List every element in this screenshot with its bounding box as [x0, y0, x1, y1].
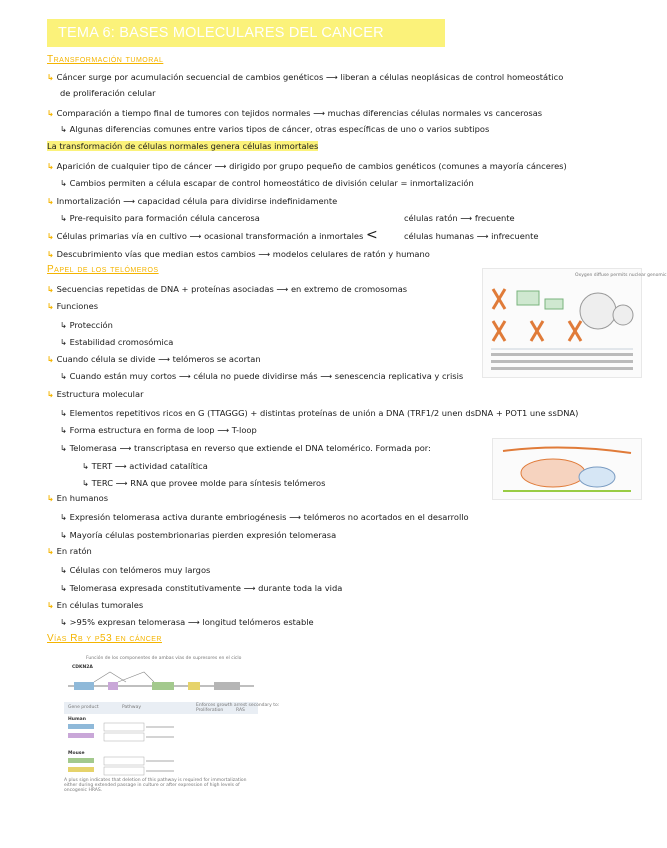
note-line: ↳ Telomerasa expresada constitutivamente ⟶ durante toda la vida	[60, 583, 343, 593]
note-line-highlight: La transformación de células normales genera células inmortales	[47, 141, 319, 151]
arrow-icon: ↳	[60, 408, 67, 418]
note-line: ↳ Elementos repetitivos ricos en G (TTAGGG) + distintas proteínas de unión a DNA (TRF1/2 unen dsDNA + POT1 une ssDNA)	[60, 408, 579, 418]
row-group-mouse: Mouse	[68, 751, 85, 756]
arrow-icon: ↳	[47, 161, 54, 171]
arrow-icon: ↳	[47, 546, 54, 556]
telomerase-figure	[492, 438, 642, 500]
note-line: ↳ Estabilidad cromosómica	[60, 337, 174, 347]
arrow-icon: ↳	[82, 478, 89, 488]
cdkn2a-locus-diagram	[64, 670, 258, 700]
arrow-icon: ↳	[60, 583, 67, 593]
note-line: ↳ Pre-requisito para formación célula cancerosa	[60, 213, 260, 223]
note-line: ↳ Inmortalización ⟶ capacidad célula para dividirse indefinidamente	[47, 196, 338, 206]
note-line: ↳ Comparación a tiempo final de tumores con tejidos normales ⟶ muchas diferencias células normales vs cancerosas	[47, 108, 543, 118]
arrow-icon: ↳	[60, 178, 67, 188]
note-line: ↳ Cambios permiten a célula escapar de control homeostático de división celular = inmortalización	[60, 178, 474, 188]
note-line: ↳ Cáncer surge por acumulación secuencial de cambios genéticos ⟶ liberan a células neoplásicas de control homeostático	[47, 72, 564, 82]
note-line: ↳ Células primarias vía en cultivo ⟶ ocasional transformación a inmortales <	[47, 227, 378, 243]
note-line: de proliferación celular	[60, 88, 156, 98]
table-header: Gene product Pathway Enforces growth arrest secondary to: Proliferation RAS	[64, 702, 258, 714]
note-line: ↳ Algunas diferencias comunes entre varios tipos de cáncer, otras específicas de uno o varios subtipos	[60, 124, 490, 134]
arrow-icon: ↳	[47, 249, 54, 259]
arrow-icon: ↳	[47, 108, 54, 118]
arrow-icon: ↳	[60, 320, 67, 330]
rb-p53-figure	[64, 656, 280, 794]
telomerase-diagram	[493, 439, 641, 499]
arrow-icon: ↳	[60, 124, 67, 134]
figure-heading: Función de los componentes de ambas vías de supresores en el ciclo	[86, 656, 242, 661]
arrow-icon: ↳	[47, 284, 54, 294]
arrow-icon: ↳	[60, 213, 67, 223]
telomere-diagram	[483, 269, 641, 377]
note-line: ↳ Estructura molecular	[47, 389, 144, 399]
arrow-icon: ↳	[60, 530, 67, 540]
arrow-icon: ↳	[47, 196, 54, 206]
arrow-icon: ↳	[47, 389, 54, 399]
arrow-icon: ↳	[47, 493, 54, 503]
figure-caption: Oxygen diffuse permits nuclear genomic	[575, 273, 667, 278]
arrow-icon: ↳	[60, 425, 67, 435]
arrow-icon: ↳	[60, 565, 67, 575]
section-heading-vias: Vías Rb y p53 en cáncer	[47, 633, 162, 644]
note-line: células ratón ⟶ frecuente	[404, 213, 515, 223]
figure-footnote: A plus sign indicates that deletion of this pathway is required for immortalization either during extended passage in culture or after expression of high levels of oncogenic HRAS.	[64, 778, 247, 793]
arrow-icon: ↳	[82, 461, 89, 471]
arrow-icon: ↳	[60, 337, 67, 347]
gene-label: CDKN2A	[72, 665, 93, 670]
note-line: ↳ Secuencias repetidas de DNA + proteínas asociadas ⟶ en extremo de cromosomas	[47, 284, 408, 294]
note-line: ↳ Mayoría células postembrionarias pierden expresión telomerasa	[60, 530, 337, 540]
note-line: ↳ En humanos	[47, 493, 109, 503]
note-line: ↳ Funciones	[47, 301, 99, 311]
note-line: ↳ En ratón	[47, 546, 92, 556]
arrow-icon: ↳	[47, 354, 54, 364]
arrow-icon: ↳	[60, 443, 67, 453]
note-line: ↳ TERT ⟶ actividad catalítica	[82, 461, 208, 471]
arrow-icon: ↳	[47, 231, 54, 241]
note-line: ↳ Telomerasa ⟶ transcriptasa en reverso que extiende el DNA telomérico. Formada por:	[60, 443, 431, 453]
arrow-icon: ↳	[47, 301, 54, 311]
page-title: TEMA 6: BASES MOLECULARES DEL CANCER	[58, 25, 384, 41]
note-line: ↳ Cuando célula se divide ⟶ telómeros se acortan	[47, 354, 261, 364]
note-line: ↳ Forma estructura en forma de loop ⟶ T-loop	[60, 425, 257, 435]
arrow-icon: ↳	[47, 72, 54, 82]
note-line: ↳ TERC ⟶ RNA que provee molde para síntesis telómeros	[82, 478, 326, 488]
brace-icon: <	[365, 227, 378, 243]
section-heading-transformacion: Transformación tumoral	[47, 54, 164, 65]
note-line: ↳ En células tumorales	[47, 600, 144, 610]
arrow-icon: ↳	[47, 600, 54, 610]
note-line: ↳ Cuando están muy cortos ⟶ célula no puede dividirse más ⟶ senescencia replicativa y crisis	[60, 371, 464, 381]
note-line: ↳ Expresión telomerasa activa durante embriogénesis ⟶ telómeros no acortados en el desarrollo	[60, 512, 469, 522]
note-line: ↳ Células con telómeros muy largos	[60, 565, 211, 575]
note-line: ↳ Descubrimiento vías que median estos cambios ⟶ modelos celulares de ratón y humano	[47, 249, 430, 259]
arrow-icon: ↳	[60, 371, 67, 381]
section-heading-telomeros: Papel de los telómeros	[47, 264, 159, 275]
arrow-icon: ↳	[60, 617, 67, 627]
arrow-icon: ↳	[60, 512, 67, 522]
telomere-figure	[482, 268, 667, 378]
row-group-human: Human	[68, 717, 86, 722]
note-line: ↳ >95% expresan telomerasa ⟶ longitud telómeros estable	[60, 617, 314, 627]
note-line: células humanas ⟶ infrecuente	[404, 231, 539, 241]
note-line: ↳ Aparición de cualquier tipo de cáncer ⟶ dirigido por grupo pequeño de cambios genéticos (comunes a mayoría cánceres)	[47, 161, 567, 171]
note-line: ↳ Protección	[60, 320, 113, 330]
